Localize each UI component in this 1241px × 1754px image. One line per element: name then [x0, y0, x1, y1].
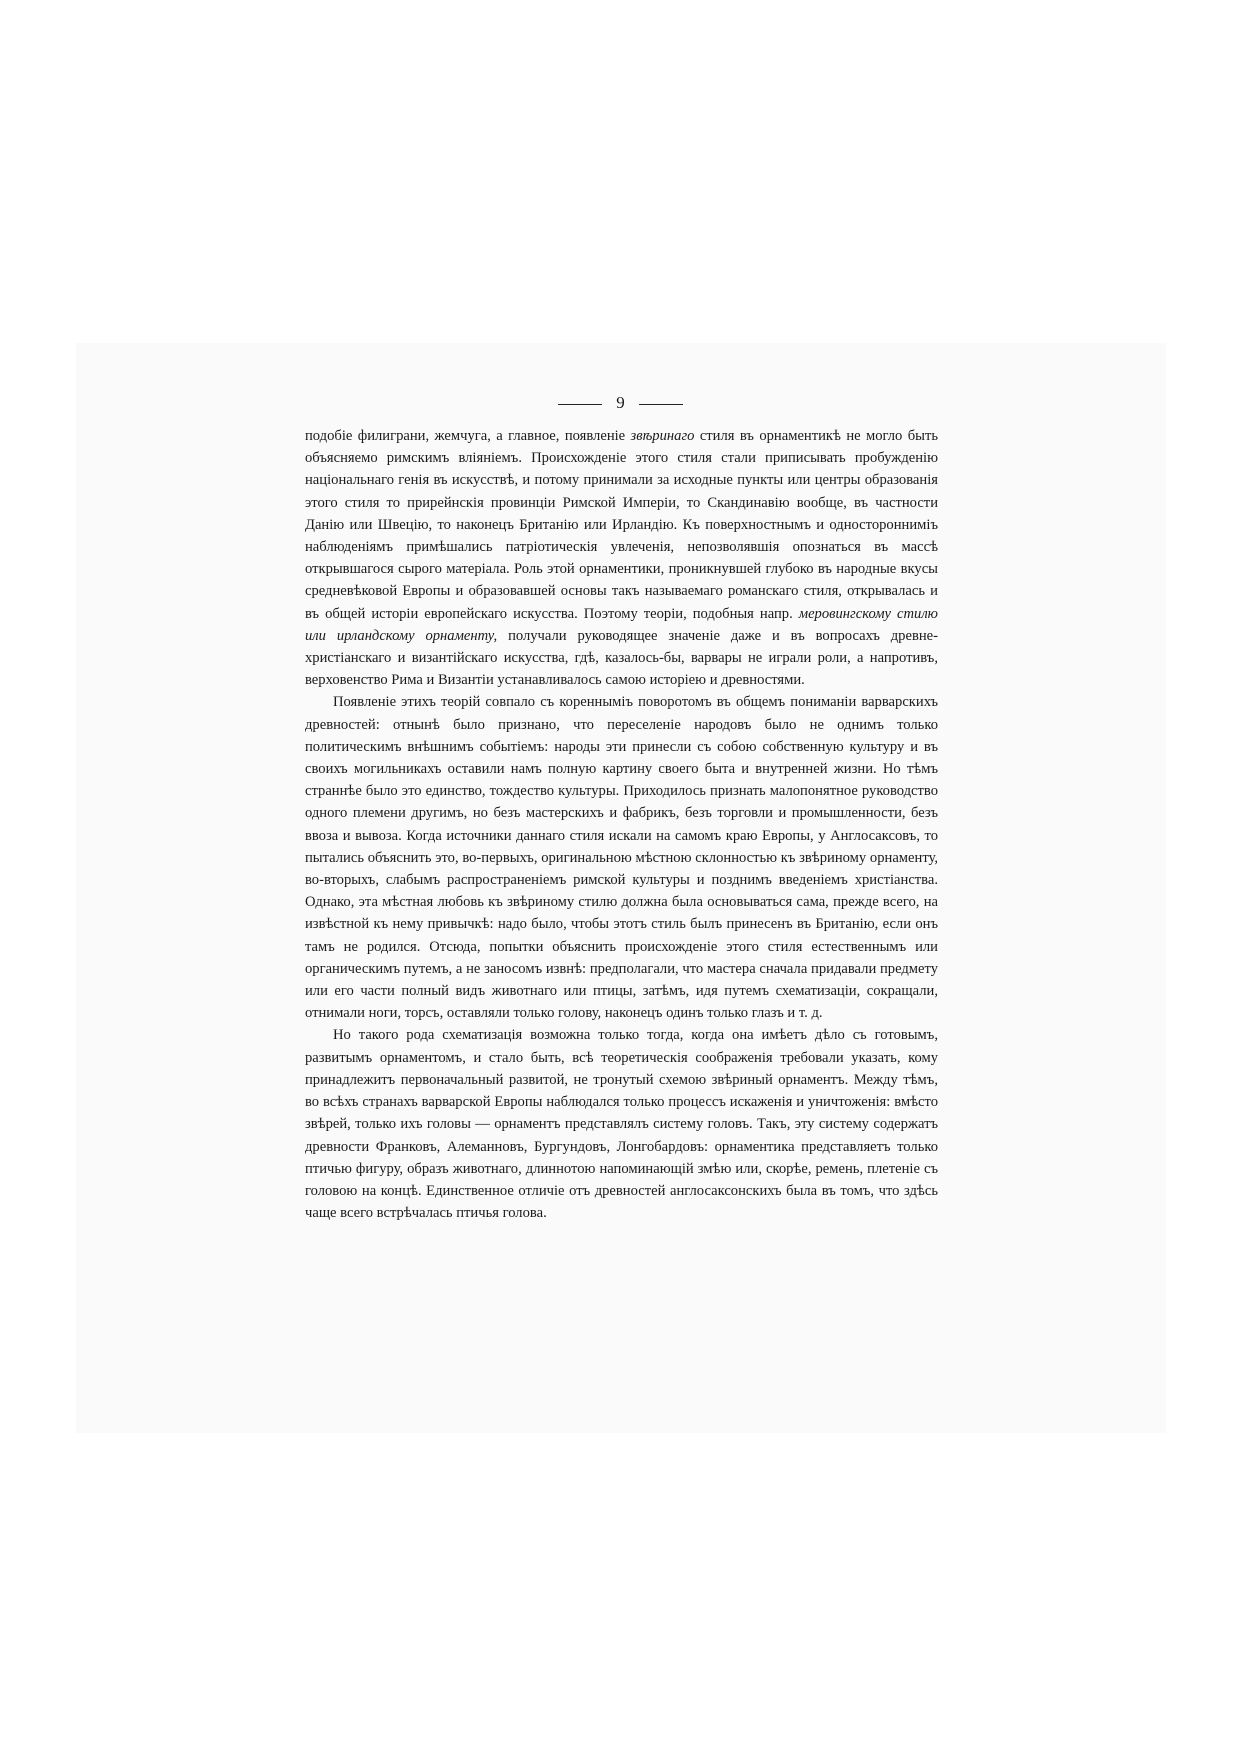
paragraph-2 [305, 691, 938, 1024]
paragraph-1-text-3: получали руководящее значеніе даже и въ вопросахъ древне-христіанскаго и византійскаго искусства, гдѣ, казалось-бы, варвары не играли роли, а напротивъ, верховенство Рима и Византіи устанавливалось самою исторіею и древностями. [305, 627, 938, 689]
paragraph-3-text: Но такого рода схематизація возможна только тогда, когда она имѣетъ дѣло съ готовымъ, развитымъ орнаментомъ, и стало быть, всѣ теоретическія соображенія требовали указать, кому принадлежитъ первоначальный развитой, не тронутый схемою звѣриный орнаментъ. Между тѣмъ, во всѣхъ странахъ варварской Европы наблюдался только процессъ искаженія и уничтоженія: вмѣсто звѣрей, только ихъ головы — орнаментъ представлялъ систему головъ. Такъ, эту систему содержатъ древности Франковъ, Алеманновъ, Бургундовъ, Лонгобардовъ: орнаментика представляетъ только птичью фигуру, образъ животнаго, длиннотою напоминающій змѣю или, скорѣе, ремень, плетеніе съ головою на концѣ. Единственное отличіе отъ древностей англосаксонскихъ была въ томъ, что здѣсь чаще всего встрѣчалась птичья голова. [305, 1027, 938, 1222]
body-text [305, 425, 938, 1224]
paragraph-1-text-2: стиля въ орнаментикѣ не могло быть объясняемо римскимъ вліяніемъ. Происхожденіе этого стиля стали приписывать пробужденію національнаго генія въ искусствѣ, и потому принимали за исходные пункты или центры образованія этого стиля то прирейнскія провинціи Римской Имперіи, то Скандинавію вообще, въ частности Данію или Швецію, то наконецъ Британію или Ирландію. Къ поверхностнымъ и односторонниміъ наблюденіямъ примѣшались патріотическія увлеченія, непозволявшія опознаться въ массѣ открывшагося сырого матеріала. Роль этой орнаментики, проникнувшей глубоко въ народные вкусы средневѣковой Европы и образовавшей основы такъ называемаго романскаго стиля, открывалась и въ общей исторіи европейскаго искусства. Поэтому теоріи, подобныя напр. [305, 428, 938, 622]
page-number: 9 [616, 393, 625, 412]
right-dash-rule [639, 404, 683, 405]
paragraph-1 [305, 425, 938, 691]
paragraph-1-italic-2: меровингскому стилю или ирландскому орнаменту, [305, 605, 938, 644]
paragraph-1-text-1: подобіе филиграни, жемчуга, а главное, появленіе [305, 428, 631, 444]
paragraph-2-text: Появленіе этихъ теорій совпало съ коренныміъ поворотомъ въ общемъ пониманіи варварскихъ древностей: отнынѣ было признано, что переселеніе народовъ было не однимъ только политическимъ внѣшнимъ событіемъ: народы эти принесли съ собою собственную культуру и въ своихъ могильникахъ оставили намъ полную картину своего быта и внутренней жизни. Но тѣмъ страннѣе было это единство, тождество культуры. Приходилось признать малопонятное руководство одного племени другимъ, но безъ мастерскихъ и фабрикъ, безъ торговли и промышленности, безъ ввоза и вывоза. Когда источники даннаго стиля искали на самомъ краю Европы, у Англосаксовъ, то пытались объяснить это, во-первыхъ, оригинальною мѣстною склонностью къ звѣриному орнаменту, во-вторыхъ, слабымъ распространеніемъ римской культуры и позднимъ введеніемъ христіанства. Однако, эта мѣстная любовь къ звѣриному стилю должна была основываться сама, прежде всего, на извѣстной къ нему привычкѣ: надо было, чтобы этотъ стиль былъ принесенъ въ Британію, если онъ тамъ не родился. Отсюда, попытки объяснить происхожденіе этого стиля естественнымъ или органическимъ путемъ, а не заносомъ извнѣ: предполагали, что мастера сначала придавали предмету или его части полный видъ животнаго или птицы, затѣмъ, идя путемъ схематизаціи, сокращали, отнимали ноги, торсъ, оставляли только голову, наконецъ одинъ только глазъ и т. д. [305, 694, 938, 1022]
page-number-header [0, 393, 1241, 413]
paragraph-3 [305, 1024, 938, 1224]
paragraph-1-italic-1: звѣринаго [630, 428, 695, 444]
left-dash-rule [558, 404, 602, 405]
